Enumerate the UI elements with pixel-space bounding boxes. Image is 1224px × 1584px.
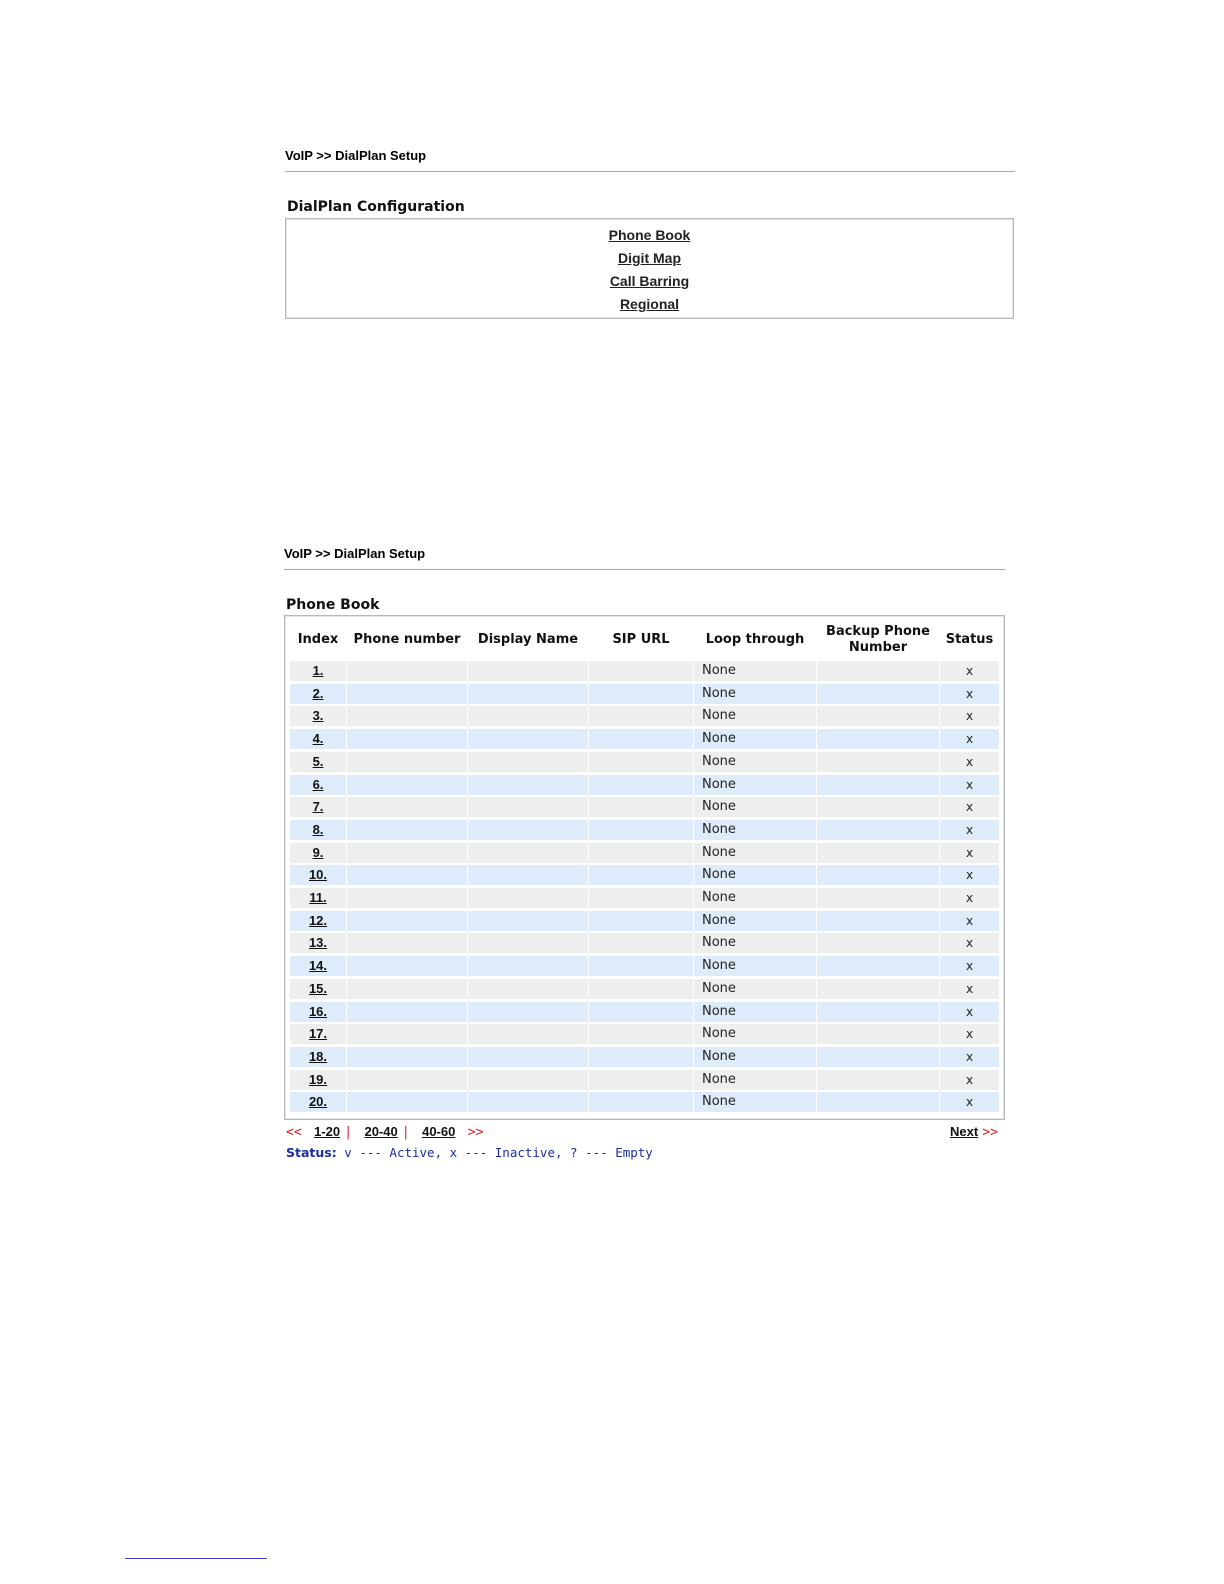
row-loop-through: None — [694, 911, 816, 931]
row-phone-number — [347, 1024, 467, 1044]
row-sip-url — [589, 865, 693, 885]
table-row — [290, 1070, 999, 1090]
page-link-40-60[interactable]: 40-60 — [422, 1124, 456, 1139]
next-link-arrow[interactable]: >> — [982, 1125, 998, 1140]
row-phone-number — [347, 1002, 467, 1022]
row-sip-url — [589, 888, 693, 908]
row-backup-phone — [817, 775, 939, 795]
row-loop-through: None — [694, 729, 816, 749]
row-loop-through: None — [694, 820, 816, 840]
section-title-dialplan-configuration: DialPlan Configuration — [287, 199, 465, 215]
row-status: x — [940, 933, 999, 953]
row-display-name — [468, 729, 588, 749]
regional-link[interactable]: Regional — [619, 296, 680, 312]
table-row — [290, 820, 999, 840]
table-row — [290, 911, 999, 931]
row-phone-number — [347, 775, 467, 795]
row-loop-through: None — [694, 865, 816, 885]
row-status: x — [940, 1070, 999, 1090]
footnote-rule — [125, 1558, 267, 1559]
row-loop-through: None — [694, 1002, 816, 1022]
row-status: x — [940, 684, 999, 704]
row-loop-through: None — [694, 797, 816, 817]
row-backup-phone — [817, 1024, 939, 1044]
row-loop-through: None — [694, 1047, 816, 1067]
table-row — [290, 729, 999, 749]
row-sip-url — [589, 1092, 693, 1112]
column-header-loop-through: Loop through — [705, 632, 805, 647]
row-index-link[interactable]: 1. — [290, 661, 346, 681]
table-row — [290, 843, 999, 863]
row-index-link[interactable]: 12. — [290, 911, 346, 931]
row-loop-through: None — [694, 775, 816, 795]
table-row — [290, 684, 999, 704]
row-phone-number — [347, 1047, 467, 1067]
row-backup-phone — [817, 1047, 939, 1067]
row-phone-number — [347, 865, 467, 885]
row-backup-phone — [817, 1092, 939, 1112]
prev-arrow[interactable]: << — [286, 1125, 302, 1140]
table-row — [290, 1092, 999, 1112]
row-phone-number — [347, 752, 467, 772]
row-loop-through: None — [694, 1092, 816, 1112]
status-legend-label: Status: — [286, 1145, 337, 1160]
row-index-link[interactable]: 14. — [290, 956, 346, 976]
table-row — [290, 775, 999, 795]
column-header-display-name: Display Name — [477, 632, 579, 647]
table-row — [290, 956, 999, 976]
row-display-name — [468, 865, 588, 885]
row-sip-url — [589, 1024, 693, 1044]
pager-separator: | — [401, 1125, 410, 1140]
status-legend-text: v --- Active, x --- Inactive, ? --- Empty — [344, 1145, 653, 1160]
table-row — [290, 888, 999, 908]
next-page — [950, 1124, 998, 1141]
row-sip-url — [589, 979, 693, 999]
row-loop-through: None — [694, 956, 816, 976]
row-sip-url — [589, 684, 693, 704]
divider — [284, 569, 1005, 570]
row-phone-number — [347, 706, 467, 726]
row-backup-phone — [817, 979, 939, 999]
row-loop-through: None — [694, 843, 816, 863]
row-index-link[interactable]: 10. — [290, 865, 346, 885]
row-backup-phone — [817, 865, 939, 885]
phone-book-link[interactable]: Phone Book — [608, 227, 691, 243]
row-loop-through: None — [694, 684, 816, 704]
row-backup-phone — [817, 1002, 939, 1022]
row-display-name — [468, 1092, 588, 1112]
column-header-index: Index — [297, 632, 339, 647]
row-phone-number — [347, 979, 467, 999]
row-status: x — [940, 1024, 999, 1044]
row-display-name — [468, 1002, 588, 1022]
row-index-link[interactable]: 13. — [290, 933, 346, 953]
digit-map-link[interactable]: Digit Map — [618, 250, 681, 266]
row-index-link[interactable]: 15. — [290, 979, 346, 999]
row-display-name — [468, 1024, 588, 1044]
row-index-link[interactable]: 4. — [290, 729, 346, 749]
table-row — [290, 752, 999, 772]
divider — [285, 171, 1015, 172]
row-backup-phone — [817, 1070, 939, 1090]
row-backup-phone — [817, 956, 939, 976]
table-row — [290, 1024, 999, 1044]
table-row — [290, 933, 999, 953]
table-row — [290, 1047, 999, 1067]
row-status: x — [940, 1092, 999, 1112]
row-display-name — [468, 933, 588, 953]
row-display-name — [468, 661, 588, 681]
table-row — [290, 979, 999, 999]
breadcrumb: VoIP >> DialPlan Setup — [284, 546, 426, 561]
row-index-link[interactable]: 3. — [290, 706, 346, 726]
row-index-link[interactable]: 17. — [290, 1024, 346, 1044]
row-backup-phone — [817, 843, 939, 863]
row-display-name — [468, 706, 588, 726]
row-status: x — [940, 820, 999, 840]
row-backup-phone — [817, 729, 939, 749]
row-sip-url — [589, 820, 693, 840]
row-phone-number — [347, 843, 467, 863]
row-display-name — [468, 775, 588, 795]
breadcrumb: VoIP >> DialPlan Setup — [285, 148, 427, 163]
row-status: x — [940, 843, 999, 863]
row-phone-number — [347, 911, 467, 931]
next-link[interactable]: Next — [950, 1124, 979, 1139]
row-loop-through: None — [694, 1024, 816, 1044]
row-sip-url — [589, 797, 693, 817]
row-sip-url — [589, 775, 693, 795]
row-index-link[interactable]: 11. — [290, 888, 346, 908]
row-index-link[interactable]: 9. — [290, 843, 346, 863]
row-sip-url — [589, 706, 693, 726]
row-loop-through: None — [694, 752, 816, 772]
pager — [286, 1124, 483, 1141]
row-sip-url — [589, 729, 693, 749]
row-index-link[interactable]: 5. — [290, 752, 346, 772]
row-phone-number — [347, 1092, 467, 1112]
row-display-name — [468, 888, 588, 908]
pager-separator: | — [344, 1125, 353, 1140]
row-sip-url — [589, 956, 693, 976]
section-title-phone-book: Phone Book — [286, 597, 380, 613]
row-phone-number — [347, 820, 467, 840]
row-display-name — [468, 1070, 588, 1090]
row-backup-phone — [817, 752, 939, 772]
row-index-link[interactable]: 7. — [290, 797, 346, 817]
row-status: x — [940, 729, 999, 749]
row-index-link[interactable]: 16. — [290, 1002, 346, 1022]
row-index-link[interactable]: 20. — [290, 1092, 346, 1112]
row-display-name — [468, 979, 588, 999]
next-arrow[interactable]: >> — [467, 1125, 484, 1140]
row-sip-url — [589, 911, 693, 931]
table-row — [290, 797, 999, 817]
row-index-link[interactable]: 18. — [290, 1047, 346, 1067]
row-display-name — [468, 797, 588, 817]
row-status: x — [940, 1047, 999, 1067]
row-display-name — [468, 820, 588, 840]
row-display-name — [468, 752, 588, 772]
row-phone-number — [347, 661, 467, 681]
column-header-phone-number: Phone number — [353, 632, 461, 647]
row-sip-url — [589, 1002, 693, 1022]
row-status: x — [940, 752, 999, 772]
row-loop-through: None — [694, 1070, 816, 1090]
column-header-status: Status — [945, 632, 994, 647]
row-sip-url — [589, 1070, 693, 1090]
row-status: x — [940, 706, 999, 726]
row-status: x — [940, 888, 999, 908]
row-display-name — [468, 956, 588, 976]
row-backup-phone — [817, 661, 939, 681]
page-link-1-20[interactable]: 1-20 — [314, 1124, 341, 1139]
row-sip-url — [589, 752, 693, 772]
row-index-link[interactable]: 6. — [290, 775, 346, 795]
row-status: x — [940, 797, 999, 817]
row-sip-url — [589, 661, 693, 681]
row-phone-number — [347, 1070, 467, 1090]
row-index-link[interactable]: 19. — [290, 1070, 346, 1090]
row-phone-number — [347, 729, 467, 749]
row-index-link[interactable]: 2. — [290, 684, 346, 704]
row-status: x — [940, 661, 999, 681]
column-header-backup-phone-number: Backup Phone Number — [826, 624, 930, 655]
row-phone-number — [347, 684, 467, 704]
row-display-name — [468, 843, 588, 863]
row-loop-through: None — [694, 888, 816, 908]
row-sip-url — [589, 1047, 693, 1067]
row-backup-phone — [817, 684, 939, 704]
row-status: x — [940, 775, 999, 795]
page-link-20-40[interactable]: 20-40 — [364, 1124, 398, 1139]
row-loop-through: None — [694, 979, 816, 999]
row-status: x — [940, 911, 999, 931]
row-loop-through: None — [694, 706, 816, 726]
row-status: x — [940, 1002, 999, 1022]
dialplan-configuration-box — [285, 218, 1014, 319]
row-backup-phone — [817, 933, 939, 953]
status-legend — [286, 1145, 653, 1160]
row-sip-url — [589, 843, 693, 863]
row-index-link[interactable]: 8. — [290, 820, 346, 840]
row-status: x — [940, 865, 999, 885]
table-row — [290, 661, 999, 681]
row-display-name — [468, 1047, 588, 1067]
row-display-name — [468, 911, 588, 931]
table-row — [290, 1002, 999, 1022]
column-header-sip-url: SIP URL — [612, 632, 670, 647]
table-row — [290, 865, 999, 885]
table-row — [290, 706, 999, 726]
row-status: x — [940, 979, 999, 999]
row-phone-number — [347, 888, 467, 908]
row-phone-number — [347, 797, 467, 817]
row-loop-through: None — [694, 661, 816, 681]
row-backup-phone — [817, 820, 939, 840]
row-loop-through: None — [694, 933, 816, 953]
row-backup-phone — [817, 888, 939, 908]
row-sip-url — [589, 933, 693, 953]
row-status: x — [940, 956, 999, 976]
row-backup-phone — [817, 797, 939, 817]
row-backup-phone — [817, 706, 939, 726]
row-phone-number — [347, 956, 467, 976]
row-backup-phone — [817, 911, 939, 931]
call-barring-link[interactable]: Call Barring — [609, 273, 690, 289]
row-display-name — [468, 684, 588, 704]
row-phone-number — [347, 933, 467, 953]
